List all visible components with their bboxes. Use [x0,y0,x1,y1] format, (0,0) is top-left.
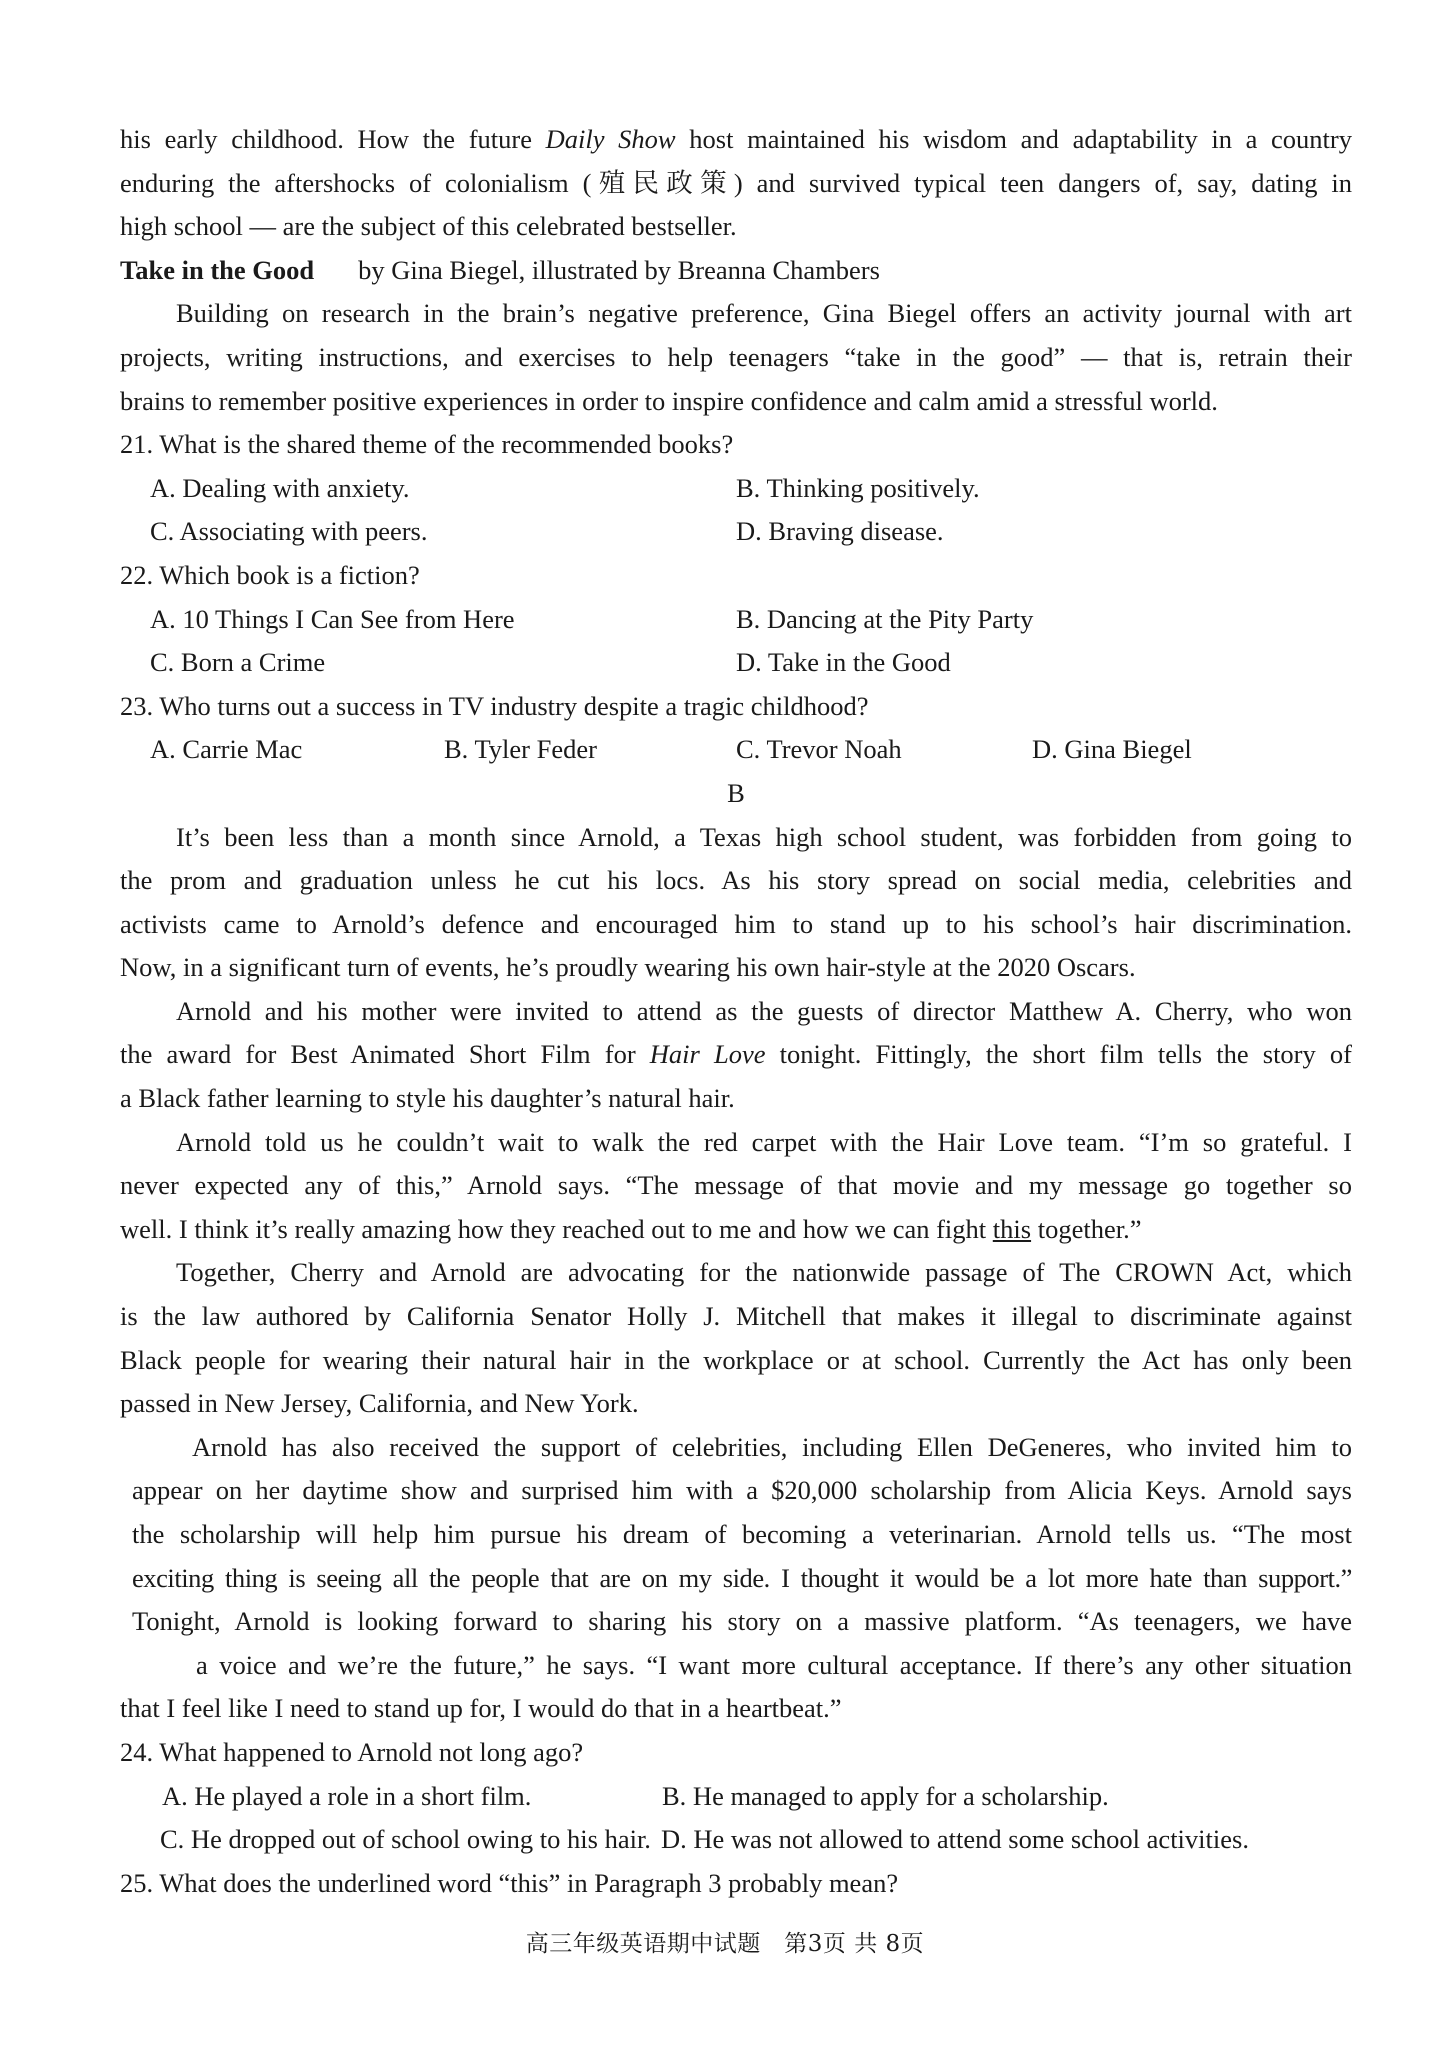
passage-line: Arnold and his mother were invited to attend as the guests of director Matthew A. Cherry, who won [176,995,1352,1026]
passage-line: brains to remember positive experiences in order to inspire confidence and calm amid a stressful world. [120,385,1218,416]
options-row [120,598,1352,642]
passage-line: projects, writing instructions, and exercises to help teenagers “take in the good” — that is, retrain their [120,341,1352,372]
option-d: D. Take in the Good [736,647,951,678]
passage-line: a voice and we’re the future,” he says. “I want more cultural acceptance. If there’s any other situation [196,1649,1352,1680]
book-heading [120,249,1352,293]
passage-line: a Black father learning to style his daughter’s natural hair. [120,1083,735,1114]
option-a: A. Dealing with anxiety. [150,472,410,503]
passage-line: enduring the aftershocks of colonialism (殖民政策) and survived typical teen dangers of, say, dating in [120,167,1352,198]
passage-line: high school — are the subject of this celebrated bestseller. [120,211,737,242]
passage-line: the scholarship will help him pursue his dream of becoming a veterinarian. Arnold tells us. “The most [132,1519,1352,1549]
options-row [120,1818,1352,1862]
passage-line: Together, Cherry and Arnold are advocating for the nationwide passage of The CROWN Act, which [176,1257,1352,1288]
option-c: C. He dropped out of school owing to his hair. [160,1824,651,1855]
passage-line: well. I think it’s really amazing how they reached out to me and how we can fight this together.” [120,1213,1142,1244]
options-row [120,1775,1352,1819]
question-22: 22. Which book is a fiction? [120,559,420,590]
options-row [120,728,1352,772]
passage-line: that I feel like I need to stand up for, I would do that in a heartbeat.” [120,1693,842,1724]
option-d: D. He was not allowed to attend some school activities. [660,1824,1249,1855]
book-author: by Gina Biegel, illustrated by Breanna Chambers [358,254,880,285]
passage-line: the prom and graduation unless he cut his locs. As his story spread on social media, celebrities and [120,865,1352,896]
book-title: Take in the Good [120,254,315,285]
passage-line: passed in New Jersey, California, and New York. [120,1388,639,1419]
passage-line: Black people for wearing their natural hair in the workplace or at school. Currently the Act has only been [120,1344,1352,1375]
option-b: B. Dancing at the Pity Party [736,603,1034,634]
page-footer: 高三年级英语期中试题 第3页 共 8页 [525,1931,925,1957]
option-d: D. Braving disease. [736,516,944,547]
options-row [120,510,1352,554]
passage-line: is the law authored by California Senator Holly J. Mitchell that makes it illegal to discriminate against [120,1301,1352,1332]
passage-line: the award for Best Animated Short Film for Hair Love tonight. Fittingly, the short film tells the story of [120,1039,1352,1070]
passage-line: It’s been less than a month since Arnold, a Texas high school student, was forbidden from going to [176,821,1352,852]
option-a: A. Carrie Mac [150,734,303,765]
passage-line: Arnold told us he couldn’t wait to walk the red carpet with the Hair Love team. “I’m so grateful. I [176,1126,1352,1157]
options-row [120,641,1352,685]
passage-line: appear on her daytime show and surprised him with a $20,000 scholarship from Alicia Keys. Arnold says [132,1475,1352,1506]
exam-page [120,118,1352,1905]
passage-line: Building on research in the brain’s negative preference, Gina Biegel offers an activity journal with art [176,298,1352,329]
underlined-word: this [992,1213,1032,1244]
passage-line: activists came to Arnold’s defence and encouraged him to stand up to his school’s hair discrimination. [120,908,1352,939]
question-25: 25. What does the underlined word “this” in Paragraph 3 probably mean? [120,1867,899,1898]
passage-line: Arnold has also received the support of celebrities, including Ellen DeGeneres, who invited him to [192,1431,1352,1462]
passage-line: never expected any of this,” Arnold says. “The message of that movie and my message go together so [120,1170,1352,1201]
option-b: B. He managed to apply for a scholarship. [662,1780,1109,1811]
option-c: C. Trevor Noah [736,734,902,765]
question-24: 24. What happened to Arnold not long ago? [120,1736,584,1767]
option-a: A. 10 Things I Can See from Here [150,603,515,634]
passage-line: Now, in a significant turn of events, he’s proudly wearing his own hair-style at the 2020 Oscars. [120,952,1136,983]
option-b: B. Tyler Feder [444,734,597,765]
question-23: 23. Who turns out a success in TV industry despite a tragic childhood? [120,690,869,721]
section-heading: B [727,777,745,808]
passage-line: his early childhood. How the future Daily Show host maintained his wisdom and adaptability in a country [120,124,1352,154]
passage-line: Tonight, Arnold is looking forward to sharing his story on a massive platform. “As teenagers, we have [132,1606,1352,1637]
option-c: C. Associating with peers. [150,516,428,547]
question-21: 21. What is the shared theme of the recommended books? [120,429,734,460]
options-row [120,467,1352,511]
option-c: C. Born a Crime [150,647,326,678]
option-b: B. Thinking positively. [736,472,980,503]
option-a: A. He played a role in a short film. [162,1780,532,1811]
option-d: D. Gina Biegel [1032,734,1192,765]
passage-line: exciting thing is seeing all the people that are on my side. I thought it would be a lot more hate than support.” [132,1562,1352,1593]
